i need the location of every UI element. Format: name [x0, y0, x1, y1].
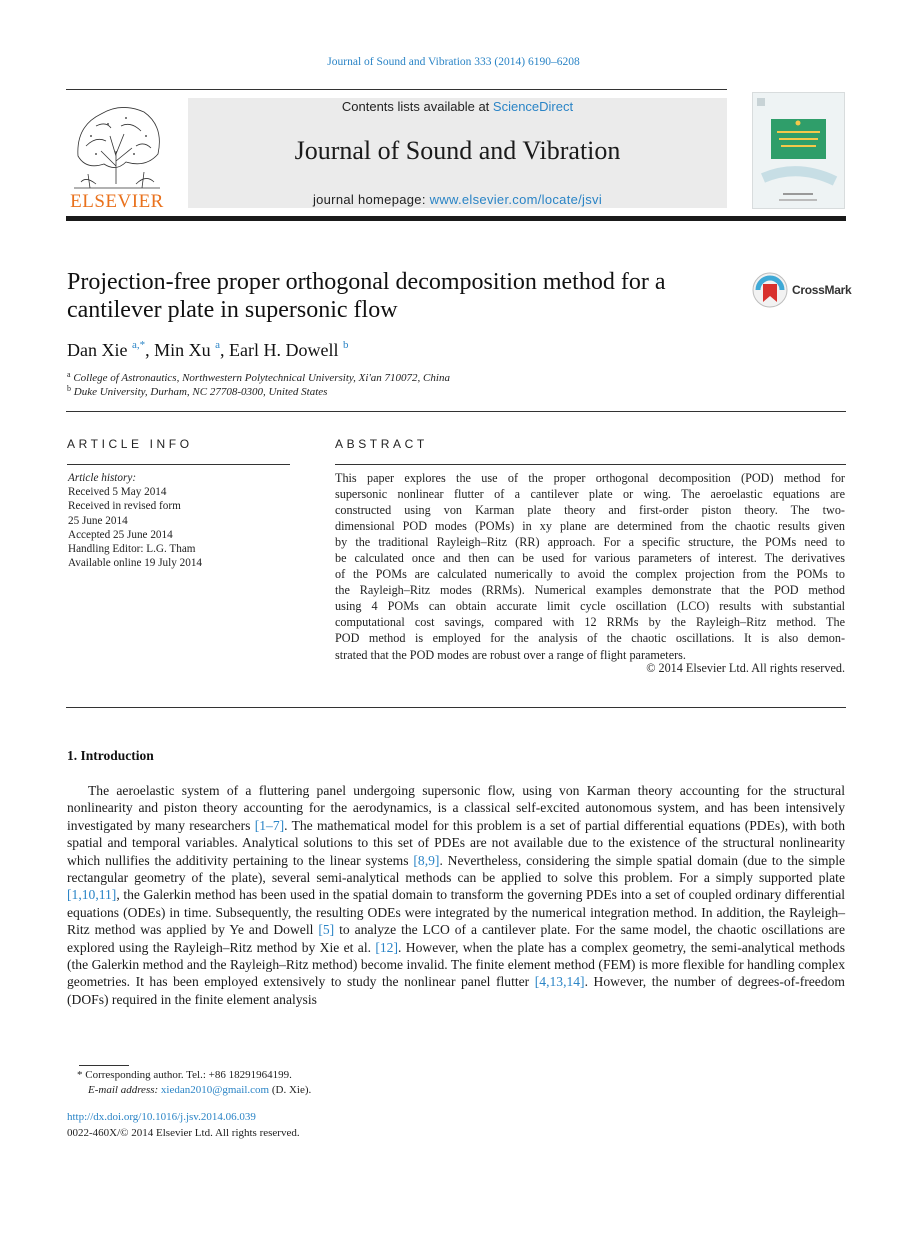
intro-text-segment: . However, the number of degrees-of-freedom (DOFs) required in the finite element analysis — [67, 974, 846, 1007]
abstract-copyright: © 2014 Elsevier Ltd. All rights reserved. — [646, 661, 845, 675]
history-item: Handling Editor: L.G. Tham — [68, 543, 196, 556]
abstract-heading: ABSTRACT — [335, 437, 428, 451]
email-suffix: (D. Xie). — [269, 1084, 312, 1096]
abstract-line: constructed using von Karman plate theory and first-order piston theory. The two- — [335, 503, 845, 518]
article-history — [68, 471, 202, 570]
citation-link[interactable]: [1–7] — [254, 817, 285, 833]
email-label: E-mail address: — [88, 1084, 161, 1096]
crossmark-label: CrossMark — [792, 283, 852, 297]
abstract-rule — [335, 464, 846, 465]
journal-homepage-line — [188, 192, 727, 207]
abstract-line: computational cost savings, compared with 12 RRMs by the Rayleigh–Ritz method. The — [335, 615, 845, 630]
abstract-end-rule — [66, 707, 846, 708]
intro-text-segment: . However, when the plate has a complex geometry, the semi-analytical methods (the Galerkin method and the Rayleigh–Ritz method) become invalid. The finite element method (FEM) is more flexible for handling complex geometries. It has been employed extensively to study the nonlinear panel flutter — [67, 939, 845, 990]
author-name: Earl H. Dowell — [229, 340, 339, 360]
author-name: Dan Xie — [67, 340, 128, 360]
author-affiliation-mark[interactable]: a,* — [131, 339, 146, 351]
article-info-rule — [67, 464, 290, 465]
sciencedirect-link[interactable]: ScienceDirect — [492, 99, 574, 114]
author-affiliation-mark[interactable]: b — [343, 339, 349, 351]
author-affiliation-mark[interactable]: a — [215, 339, 221, 351]
intro-text-segment: The aeroelastic system of a fluttering panel undergoing supersonic flow, using von Karman theory accounting for the structural nonlinearity and piston theory accounting for the aerodynamics, is a classical self-excited autonomous system, and has been intensively investigated by many researchers — [67, 783, 845, 833]
contents-prefix: Contents lists available at — [341, 99, 493, 114]
abstract-line: supersonic nonlinear flutter of a cantilever plate or wing. The aeroelastic equations are — [335, 487, 845, 502]
cover-art-icon — [753, 93, 844, 208]
journal-name: Journal of Sound and Vibration — [294, 136, 621, 165]
affiliation-rule — [66, 411, 846, 412]
abstract-text — [335, 470, 845, 663]
history-item: Accepted 25 June 2014 — [68, 528, 173, 541]
author-name: Min Xu — [154, 340, 211, 360]
journal-citation-link[interactable]: Journal of Sound and Vibration 333 (2014) 6190–6208 — [327, 56, 580, 68]
doi-link[interactable]: http://dx.doi.org/10.1016/j.jsv.2014.06.039 — [67, 1111, 256, 1123]
history-item: Received in revised form — [68, 500, 181, 513]
citation-link[interactable]: [1,10,11] — [67, 887, 117, 903]
journal-cover-thumbnail[interactable] — [752, 92, 845, 209]
abstract-line: dimensional POD modes (POMs) in xy plane are determined from the chaotic results given — [335, 519, 845, 534]
contents-line — [188, 99, 727, 114]
introduction-paragraph — [67, 782, 845, 1008]
article-info-heading: ARTICLE INFO — [67, 437, 193, 451]
homepage-link[interactable]: www.elsevier.com/locate/jsvi — [429, 192, 603, 207]
crossmark-icon — [752, 271, 792, 311]
intro-text-segment: . The mathematical model for this problem is a set of partial differential equations (PDEs), with both spatial and temporal variables. Analytical solutions to this set of PDEs are not available due to the existence of the structural nonlinearity which nullifies the additivity pertaining to the linear systems — [67, 817, 846, 868]
history-item: Available online 19 July 2014 — [68, 557, 203, 570]
homepage-prefix: journal homepage: — [312, 192, 430, 207]
crossmark-badge[interactable] — [752, 271, 852, 311]
abstract-line: This paper explores the use of the proper orthogonal decomposition (POD) method for — [335, 471, 845, 485]
affiliation-text: College of Astronautics, Northwestern Polytechnical University, Xi'an 710072, China — [73, 372, 450, 384]
intro-text-segment: . Nevertheless, considering the simple spatial domain (due to the simple rectangular geometry of the plate), several semi-analytical methods can be applied to solve this problem. For a simply supported plate — [67, 852, 846, 886]
article-history-title: Article history: — [68, 472, 137, 484]
masthead-top-rule — [66, 89, 727, 90]
history-item: Received 5 May 2014 — [68, 486, 167, 499]
abstract-line: POD method is employed for the analysis of the chaotic oscillations. It is also demon- — [335, 631, 845, 646]
author-list: Dan Xie $^{a,*}$, Min Xu $^a$, Earl H. Dowell $^b$ — [67, 339, 349, 360]
citation-link[interactable]: [12] — [375, 939, 399, 955]
citation-link[interactable]: [4,13,14] — [534, 974, 585, 990]
abstract-line: of the POMs are calculated numerically to avoid the complex projection from the POMs to — [335, 567, 845, 582]
email-link[interactable]: xiedan2010@gmail.com — [160, 1084, 270, 1096]
affiliation — [67, 384, 327, 398]
article-title: Projection-free proper orthogonal decomposition method for a cantilever plate in supersonic flow — [67, 269, 666, 323]
email-footnote — [88, 1084, 311, 1096]
elsevier-wordmark: ELSEVIER — [70, 191, 164, 212]
history-item: 25 June 2014 — [68, 514, 128, 527]
masthead-bottom-rule — [66, 216, 846, 221]
section-heading-introduction: 1. Introduction — [67, 748, 154, 763]
affiliation-mark: a — [67, 370, 71, 379]
abstract-line: by the traditional Rayleigh–Ritz (RR) approach. For a specific structure, the POMs need to — [335, 535, 845, 550]
corresponding-author-note: * Corresponding author. Tel.: +86 18291964199. — [77, 1069, 292, 1081]
footnote-rule — [79, 1065, 129, 1066]
affiliation — [67, 370, 450, 384]
intro-text-segment: , the Galerkin method has been used in the spatial domain to transform the governing PDEs into a set of coupled ordinary differential equations (ODEs) in time. Subsequently, the resulting ODEs were integrated by the numerical integration method. In addition, the Rayleigh–Ritz method was applied by Ye and Dowell — [67, 887, 845, 938]
abstract-line: using 4 POMs can obtain accurate limit cycle oscillation (LCO) results with substantial — [335, 599, 845, 614]
abstract-line: be calculated once and then can be used for various parameters of interest. The derivatives — [335, 551, 845, 566]
abstract-line: the Rayleigh–Ritz modes (RRMs). Numerical examples demonstrate that the POD method — [335, 583, 845, 598]
citation-link[interactable]: [8,9] — [413, 852, 440, 868]
intro-text-segment: to analyze the LCO of a cantilever plate. For the same model, the chaotic oscillations are explored using the Rayleigh–Ritz method by Xie et al. — [67, 922, 845, 955]
issn-copyright: 0022-460X/© 2014 Elsevier Ltd. All rights reserved. — [67, 1127, 300, 1139]
abstract-line: strated that the POD modes are robust over a range of flight parameters. — [335, 647, 686, 662]
affiliation-mark: b — [67, 384, 71, 393]
citation-link[interactable]: [5] — [318, 922, 335, 938]
affiliation-text: Duke University, Durham, NC 27708-0300, United States — [73, 386, 328, 398]
